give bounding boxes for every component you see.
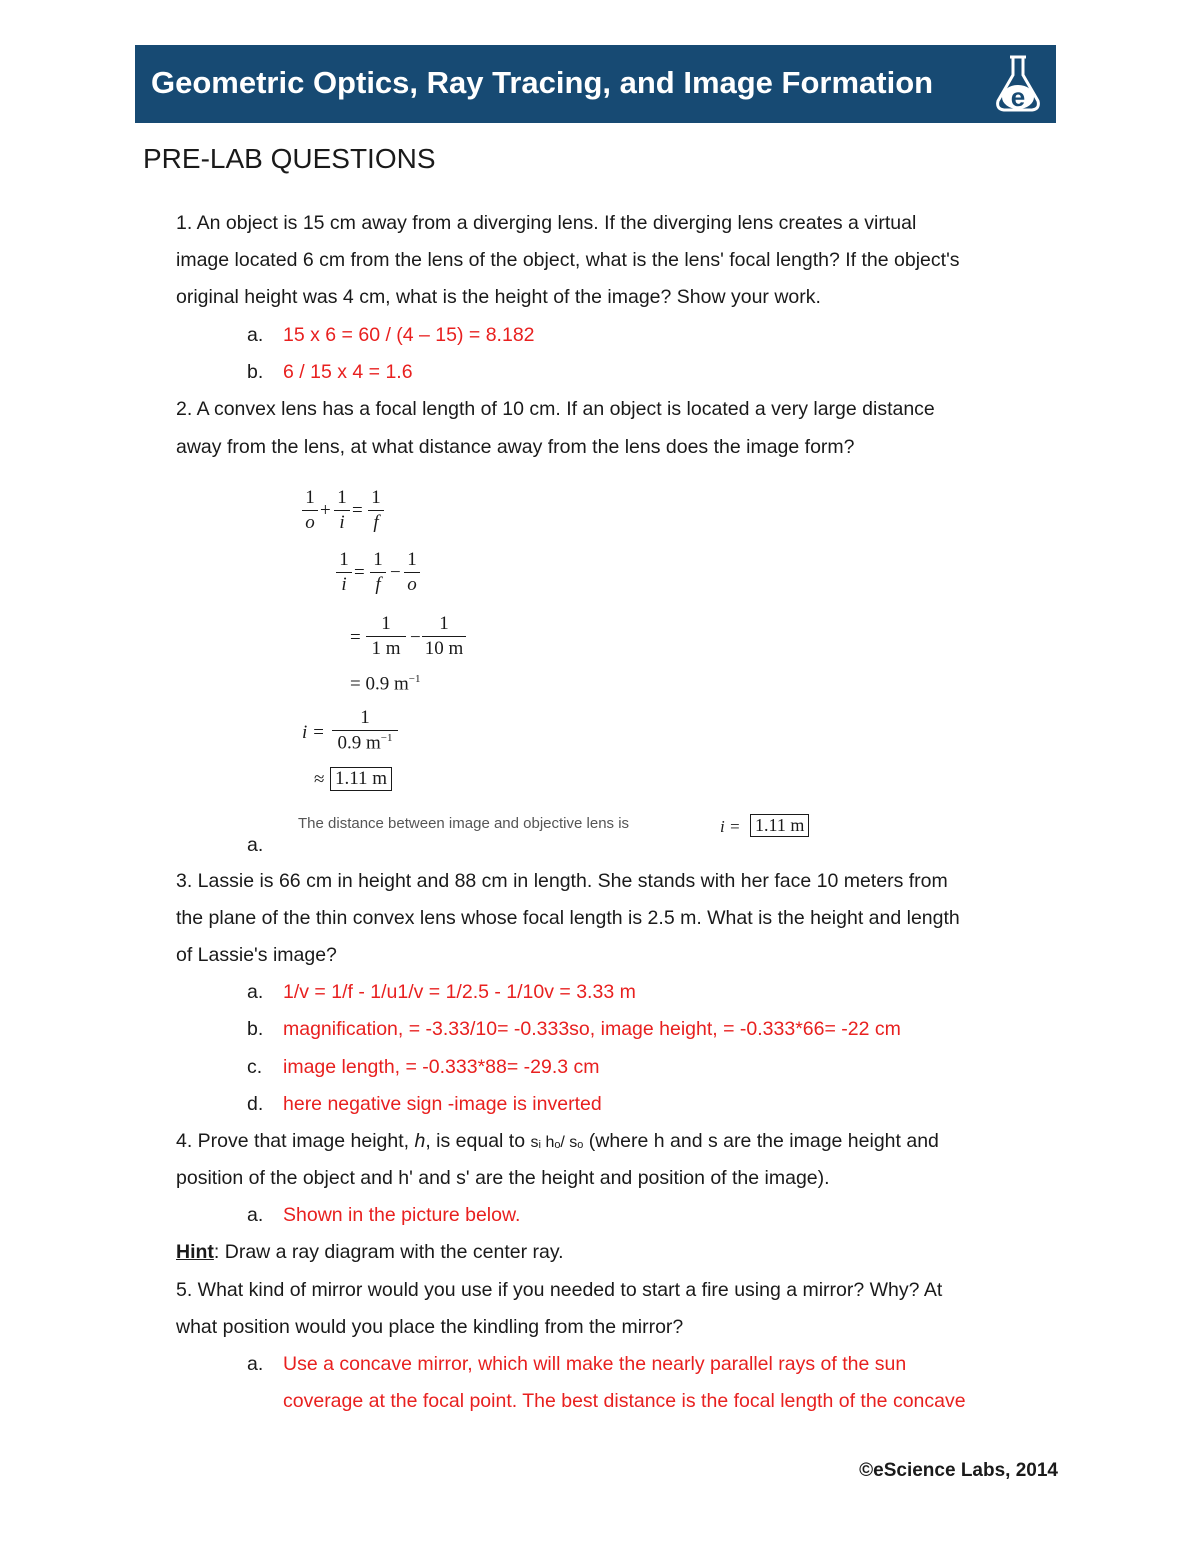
q3-line1: 3. Lassie is 66 cm in height and 88 cm in length. She stands with her face 10 meters from: [176, 870, 948, 892]
q3-line2: the plane of the thin convex lens whose focal length is 2.5 m. What is the height and length: [176, 907, 960, 929]
hint-label: Hint: [176, 1241, 214, 1263]
q5-a-marker: a.: [247, 1353, 264, 1375]
q2-line1: 2. A convex lens has a focal length of 10 cm. If an object is located a very large distance: [176, 398, 935, 420]
q4-line2: position of the object and h' and s' are the height and position of the image).: [176, 1167, 830, 1189]
q5-answer-a-line1: Use a concave mirror, which will make the nearly parallel rays of the sun: [283, 1353, 907, 1375]
q1-answer-b: 6 / 15 x 4 = 1.6: [283, 361, 413, 383]
copyright-footer: ©eScience Labs, 2014: [859, 1460, 1058, 1481]
q5-line1: 5. What kind of mirror would you use if you needed to start a fire using a mirror? Why? At: [176, 1279, 943, 1301]
q3-a-marker: a.: [247, 981, 264, 1003]
section-title: PRE-LAB QUESTIONS: [143, 143, 436, 174]
lens-equation-derivation: 1 o + 1 i = 1 f 1 i = 1 f − 1 o = 1 1 m − 1 10 m = 0.9 $m^{-1}$ i = 1 0.9 $m^{-1}$ ≈ 1.11 m The distance between image and objective lens is i = 1.11 m: [300, 485, 830, 840]
q1-a-marker: a.: [247, 324, 264, 346]
q2-a-marker: a.: [247, 834, 264, 856]
q3-c-marker: c.: [247, 1056, 263, 1078]
derivation-caption: The distance between image and objective lens is: [298, 815, 630, 832]
hint: Hint: Draw a ray diagram with the center ray.: [176, 1241, 564, 1263]
flask-logo-icon: [988, 53, 1048, 115]
q5-answer-a-line2: coverage at the focal point. The best distance is the focal length of the concave: [283, 1390, 966, 1412]
logo-letter: e: [1010, 82, 1026, 112]
q3-b-marker: b.: [247, 1018, 264, 1040]
q4-a-marker: a.: [247, 1204, 264, 1226]
q4-line1: 4. Prove that image height, h, is equal to sᵢ hₒ/ sₒ (where h and s are the image height and: [176, 1130, 939, 1152]
q2-line2: away from the lens, at what distance away from the lens does the image form?: [176, 436, 855, 458]
q3-answer-d: here negative sign -image is inverted: [283, 1093, 602, 1115]
q1-line3: original height was 4 cm, what is the height of the image? Show your work.: [176, 286, 821, 308]
boxed-answer: 1.11 m: [330, 767, 392, 791]
document-title: Geometric Optics, Ray Tracing, and Image Formation: [151, 65, 934, 100]
header-banner: [135, 45, 1056, 123]
q1-line1: 1. An object is 15 cm away from a diverging lens. If the diverging lens creates a virtual: [176, 212, 917, 234]
q3-answer-b: magnification, = -3.33/10= -0.333so, image height, = -0.333*66= -22 cm: [283, 1018, 901, 1040]
q1-line2: image located 6 cm from the lens of the object, what is the lens' focal length? If the object's: [176, 249, 960, 271]
caption-boxed-answer: 1.11 m: [750, 814, 809, 837]
q4-answer-a: Shown in the picture below.: [283, 1204, 521, 1226]
q1-b-marker: b.: [247, 361, 264, 383]
q3-answer-a: 1/v = 1/f - 1/u1/v = 1/2.5 - 1/10v = 3.33 m: [283, 981, 636, 1003]
q3-line3: of Lassie's image?: [176, 944, 337, 966]
q1-answer-a: 15 x 6 = 60 / (4 – 15) = 8.182: [283, 324, 535, 346]
q3-answer-c: image length, = -0.333*88= -29.3 cm: [283, 1056, 600, 1078]
q5-line2: what position would you place the kindling from the mirror?: [176, 1316, 684, 1338]
q3-d-marker: d.: [247, 1093, 264, 1115]
